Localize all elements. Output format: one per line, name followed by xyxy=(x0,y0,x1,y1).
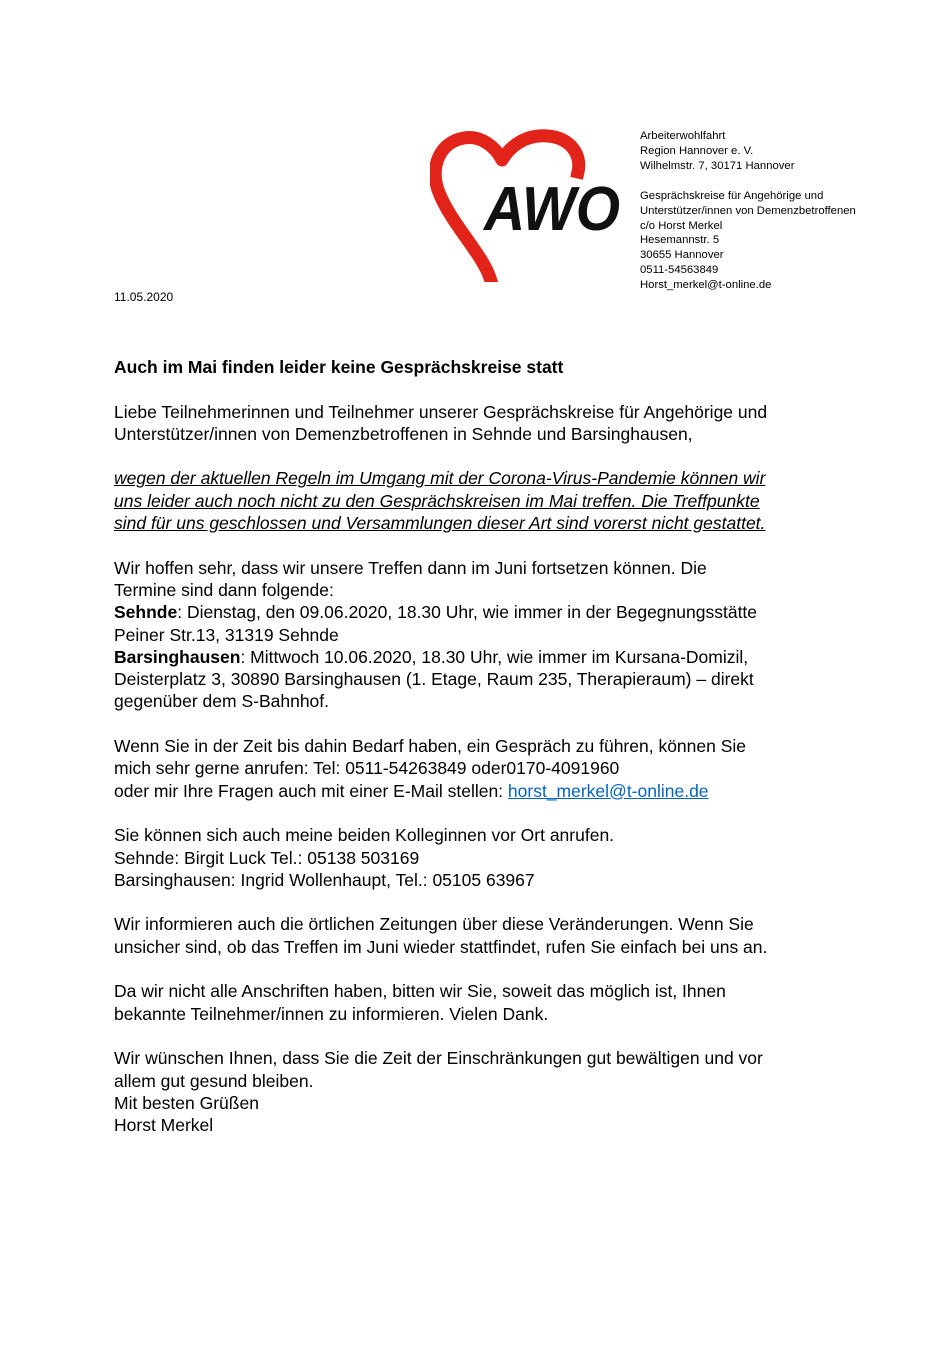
text-line: Sehnde: Birgit Luck Tel.: 05138 503169 xyxy=(114,847,420,868)
closing-paragraph xyxy=(114,1047,854,1136)
email-prefix: oder mir Ihre Fragen auch mit einer E-Mail stellen: xyxy=(114,780,508,801)
text-line: Termine sind dann folgende: xyxy=(114,579,334,600)
text-line: mich sehr gerne anrufen: Tel: 0511-54263849 oder0170-4091960 xyxy=(114,758,620,779)
contact-email: Horst_merkel@t-online.de xyxy=(640,279,772,292)
text-line: Da wir nicht alle Anschriften haben, bitten wir Sie, soweit das möglich ist, Ihnen xyxy=(114,981,726,1002)
sender-line: Wilhelmstr. 7, 30171 Hannover xyxy=(640,159,795,172)
sehnde-line xyxy=(114,601,854,623)
barsinghausen-text: : Mittwoch 10.06.2020, 18.30 Uhr, wie immer im Kursana-Domizil, xyxy=(240,646,749,667)
emphasis-paragraph xyxy=(114,467,854,534)
email-link[interactable]: horst_merkel@t-online.de xyxy=(507,780,709,801)
barsinghausen-label: Barsinghausen xyxy=(114,646,241,667)
logo-text: AWO xyxy=(482,175,620,244)
text-line: unsicher sind, ob das Treffen im Juni wieder stattfindet, rufen Sie einfach bei uns an. xyxy=(114,936,768,957)
email-line xyxy=(114,780,854,802)
contact-paragraph xyxy=(114,735,854,802)
sign-off: Mit besten Grüßen xyxy=(114,1092,259,1113)
text-line: sind für uns geschlossen und Versammlungen dieser Art sind vorerst nicht gestattet. xyxy=(114,513,766,534)
contact-line: Unterstützer/innen von Demenzbetroffenen xyxy=(640,204,856,217)
contact-line: Gesprächskreise für Angehörige und xyxy=(640,189,824,202)
schedule-paragraph xyxy=(114,557,854,713)
letter-heading: Auch im Mai finden leider keine Gesprächskreise statt xyxy=(114,357,564,377)
text-line: Deisterplatz 3, 30890 Barsinghausen (1. Etage, Raum 235, Therapieraum) – direkt xyxy=(114,669,754,690)
sehnde-label: Sehnde xyxy=(114,602,178,623)
contact-line: c/o Horst Merkel xyxy=(640,219,723,232)
text-line: Peiner Str.13, 31319 Sehnde xyxy=(114,624,339,645)
greeting-paragraph xyxy=(114,401,854,446)
sender-line: Arbeiterwohlfahrt xyxy=(640,130,726,142)
text-line: Wir hoffen sehr, dass wir unsere Treffen dann im Juni fortsetzen können. Die xyxy=(114,557,707,578)
text-line: wegen der aktuellen Regeln im Umgang mit der Corona-Virus-Pandemie können wir xyxy=(114,468,766,489)
barsinghausen-line xyxy=(114,646,854,668)
text-line: uns leider auch noch nicht zu den Gesprächskreisen im Mai treffen. Die Treffpunkte xyxy=(114,490,760,511)
text-line: Wenn Sie in der Zeit bis dahin Bedarf haben, ein Gespräch zu führen, können Sie xyxy=(114,736,747,757)
contact-line: 30655 Hannover xyxy=(640,249,724,262)
text-line: allem gut gesund bleiben. xyxy=(114,1070,314,1091)
awo-logo xyxy=(430,128,622,282)
letter-body xyxy=(114,356,854,1159)
letter-date: 11.05.2020 xyxy=(114,290,174,304)
text-line: gegenüber dem S-Bahnhof. xyxy=(114,691,330,712)
text-line: bekannte Teilnehmer/innen zu informieren. Vielen Dank. xyxy=(114,1003,549,1024)
sehnde-text: : Dienstag, den 09.06.2020, 18.30 Uhr, wie immer in der Begegnungsstätte xyxy=(177,602,758,623)
sender-address xyxy=(640,129,856,293)
signature-name: Horst Merkel xyxy=(114,1115,214,1136)
text-line: Wir wünschen Ihnen, dass Sie die Zeit der Einschränkungen gut bewältigen und vor xyxy=(114,1048,763,1069)
text-line: Barsinghausen: Ingrid Wollenhaupt, Tel.: 05105 63967 xyxy=(114,869,535,890)
colleagues-paragraph xyxy=(114,824,854,891)
newspapers-paragraph xyxy=(114,913,854,958)
sender-line: Region Hannover e. V. xyxy=(640,144,754,157)
addresses-paragraph xyxy=(114,980,854,1025)
text-line: Wir informieren auch die örtlichen Zeitungen über diese Veränderungen. Wenn Sie xyxy=(114,914,754,935)
contact-line: 0511-54563849 xyxy=(640,264,719,277)
contact-line: Hesemannstr. 5 xyxy=(640,234,720,247)
text-line: Sie können sich auch meine beiden Kolleginnen vor Ort anrufen. xyxy=(114,825,615,846)
text-line: Liebe Teilnehmerinnen und Teilnehmer unserer Gesprächskreise für Angehörige und xyxy=(114,401,768,422)
text-line: Unterstützer/innen von Demenzbetroffenen in Sehnde und Barsinghausen, xyxy=(114,423,693,444)
